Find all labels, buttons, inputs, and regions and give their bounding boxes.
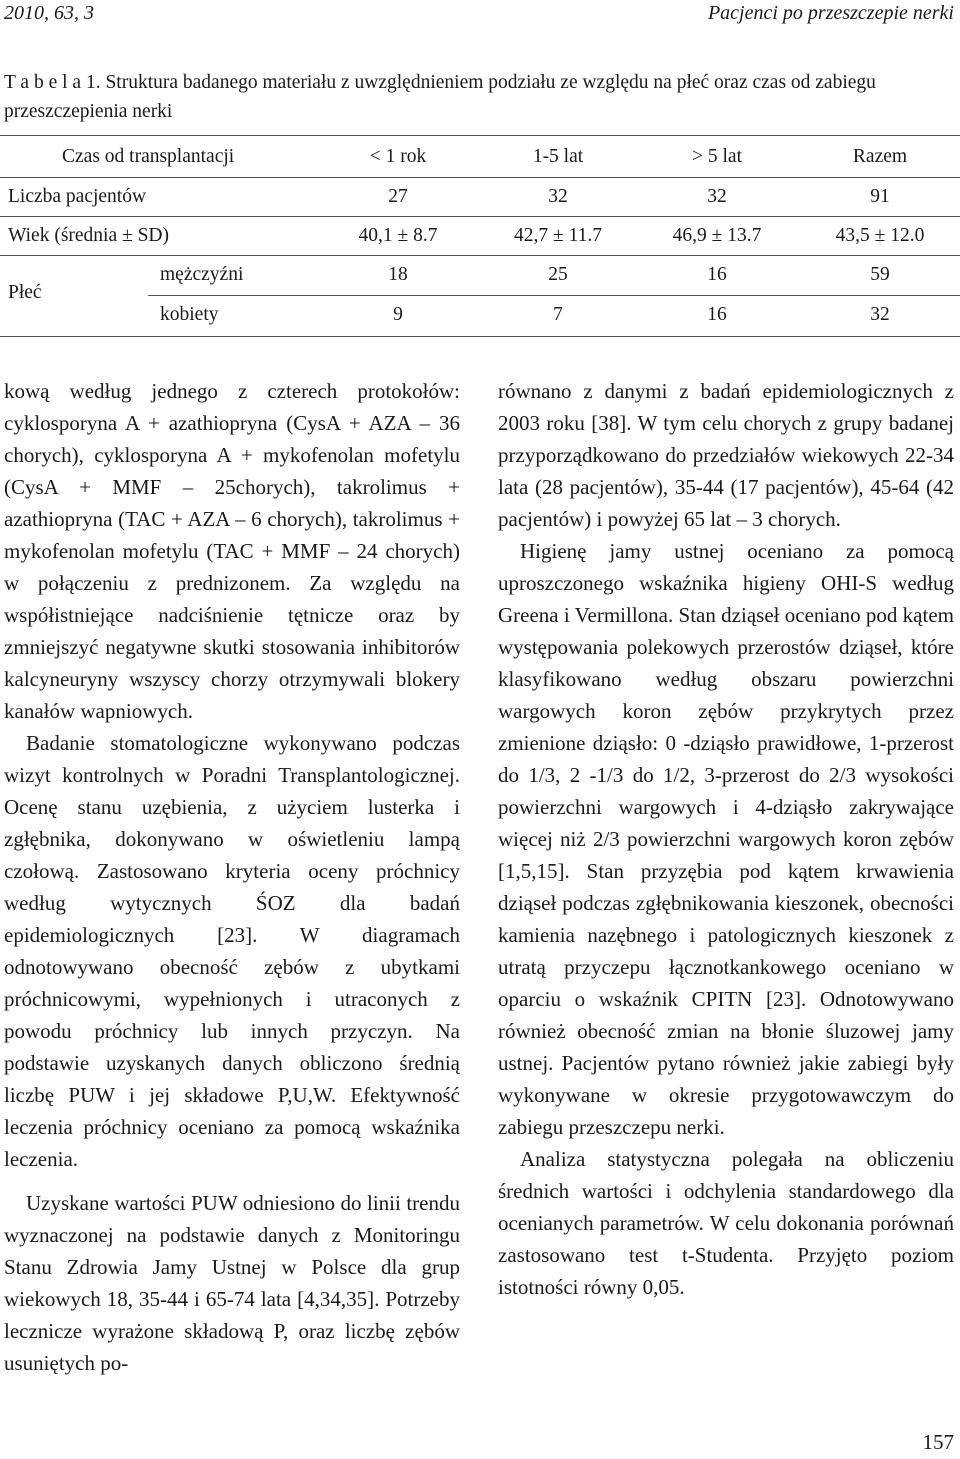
cell: 16 — [707, 264, 727, 285]
paragraph: Badanie stomatologiczne wykonywano podczas wizyt kontrolnych w Poradni Transplantologicznej. Ocenę stanu uzębienia, z użyciem lusterka i zgłębnika, dokonywano w oświetleniu lampą czołową. Zastosowano kryteria oceny próchnicy według wytycznych ŚOZ dla badań epidemiologicznych [23]. W diagramach odnotowywano obecność zębów z ubytkami próchnicowymi, wypełnionych i utraconych z powodu próchnicy lub innych przyczyn. Na podstawie uzyskanych danych obliczono średnią liczbę PUW i jej składowe P,U,W. Efektywność leczenia próchnicy oceniano za pomocą wskaźnika leczenia. — [4, 731, 460, 1171]
cell: 27 — [388, 186, 408, 207]
paragraph: Analiza statystyczna polegała na obliczeniu średnich wartości i odchylenia standardowego dla ocenianych parametrów. W celu dokonania porównań zastosowano test t-Studenta. Przyjęto poziom istotności równy 0,05. — [498, 1147, 954, 1299]
header-col-1: < 1 rok — [369, 146, 427, 167]
table-caption-prefix: T a b e l a 1. — [4, 72, 101, 93]
cell: 32 — [548, 186, 568, 207]
paragraph: Uzyskane wartości PUW odniesiono do linii trendu wyznaczonej na podstawie danych z Monitoringu Stanu Zdrowia Jamy Ustnej w Polsce dla grup wiekowych 18, 35-44 i 65-74 lata [4,34,35]. Potrzeby lecznicze wyrażone składową P, oraz liczbę zębów usuniętych po- — [4, 1191, 460, 1375]
cell: 42,7 ± 11.7 — [514, 225, 602, 246]
table-header-rule — [0, 177, 960, 178]
cell: 43,5 ± 12.0 — [835, 225, 925, 246]
paragraph: równano z danymi z badań epidemiologicznych z 2003 roku [38]. W tym celu chorych z grupy badanej przyporządkowano do przedziałów wiekowych 22-34 lata (28 pacjentów), 35-44 (17 pacjentów), 45-64 (42 pacjentów) i powyżej 65 lat – 3 chorych. — [498, 379, 954, 531]
table-subrow-rule — [148, 295, 960, 296]
cell: 91 — [870, 186, 890, 207]
cell: 32 — [870, 304, 890, 325]
running-header-right: Pacjenci po przeszczepie nerki — [707, 2, 954, 24]
header-col-3: > 5 lat — [692, 146, 742, 167]
cell: 46,9 ± 13.7 — [672, 225, 762, 246]
row-label-sex: Płeć — [8, 282, 42, 303]
row-label: Wiek (średnia ± SD) — [8, 225, 169, 246]
table-top-rule — [0, 135, 960, 136]
row-label: mężczyźni — [160, 264, 244, 285]
header-col-2: 1-5 lat — [532, 146, 584, 167]
cell: 18 — [388, 264, 408, 285]
header-col-total: Razem — [852, 146, 908, 167]
table-row-rule — [0, 216, 960, 217]
row-label: Liczba pacjentów — [8, 186, 147, 207]
table-row-rule — [0, 255, 960, 256]
table-caption — [4, 68, 954, 126]
header-time-since-transplant: Czas od transplantacji — [62, 146, 235, 167]
table-caption-text: Struktura badanego materiału z uwzględnieniem podziału ze względu na płeć oraz czas od zabiegu przeszczepienia nerki — [4, 72, 876, 122]
cell: 16 — [707, 304, 727, 325]
paragraph: kową według jednego z czterech protokołów: cyklosporyna A + azathiopryna (CysA + AZA – 36 chorych), cyklosporyna A + mykofenolan mofetylu (CysA + MMF – 25chorych), takrolimus + azathiopryna (TAC + AZA – 6 chorych), takrolimus + mykofenolan mofetylu (TAC + MMF – 24 chorych) w połączeniu z prednizonem. Za względu na współistniejące nadciśnienie tętnicze oraz by zmniejszyć negatywne skutki stosowania inhibitorów kalcyneuryny wszyscy chorzy otrzymywali blokery kanałów wapniowych. — [4, 379, 460, 723]
right-text-column — [498, 375, 954, 1303]
cell: 32 — [707, 186, 727, 207]
cell: 40,1 ± 8.7 — [358, 225, 438, 246]
cell: 25 — [548, 264, 568, 285]
cell: 59 — [870, 264, 890, 285]
row-label: kobiety — [160, 304, 219, 325]
cell: 7 — [553, 304, 563, 325]
page-number: 157 — [922, 1430, 954, 1454]
paragraph: Higienę jamy ustnej oceniano za pomocą uproszczonego wskaźnika higieny OHI-S według Greena i Vermillona. Stan dziąseł oceniano pod kątem występowania polekowych przerostów dziąseł, które klasyfikowano według obszaru powierzchni wargowych koron zębów przykrytych przez zmienione dziąsło: 0 -dziąsło prawidłowe, 1-przerost do 1/3, 2 -1/3 do 1/2, 3-przerost do 2/3 wysokości powierzchni wargowych i 4-dziąsło zakrywające więcej niż 2/3 powierzchni wargowych koron zębów [1,5,15]. Stan przyzębia pod kątem krwawienia dziąseł podczas zgłębnikowania kieszonek, obecności kamienia nazębnego i patologicznych kieszonek z utratą przyczepu łącznotkankowego oceniano w oparciu o wskaźnik CPITN [23]. Odnotowywano również obecność zmian na błonie śluzowej jamy ustnej. Pacjentów pytano również jakie zabiegi były wykonywane w okresie przygotowawczym do zabiegu przeszczepu nerki. — [498, 539, 954, 1139]
left-text-column — [4, 375, 460, 1379]
cell: 9 — [393, 304, 403, 325]
running-header-left: 2010, 63, 3 — [4, 2, 94, 24]
table-bottom-rule — [0, 336, 960, 337]
